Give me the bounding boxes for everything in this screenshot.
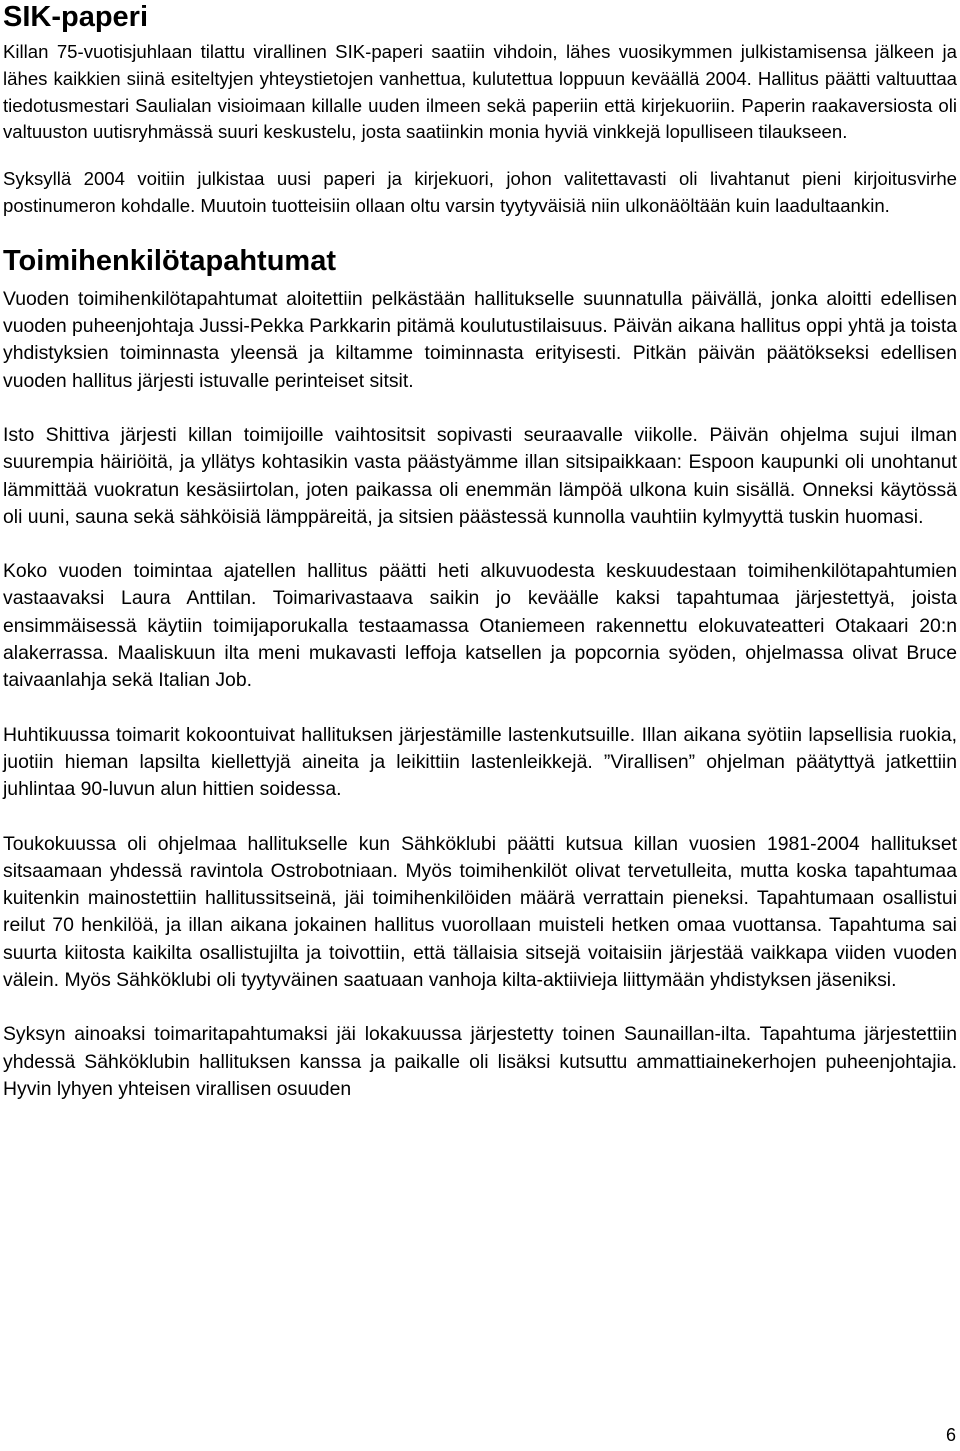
page-number: 6 — [945, 1425, 956, 1445]
section-title-sik-paperi: SIK-paperi — [3, 1, 149, 33]
section-title-toimihenkilotapahtumat: Toimihenkilötapahtumat — [3, 244, 336, 277]
paragraph-toimihenkilo-4: Huhtikuussa toimarit kokoontuivat hallituksen järjestämille lastenkutsuille. Illan aikana syötiin lapsellisia ruokia, juotiin hieman lapsilta kiellettyjä aineita ja leikittiin lastenleikkejä. ”Virallisen” ohjelman päätyttyä jatkettiin juhlintaa 90-luvun alun hittien soidessa. — [3, 723, 957, 801]
paragraph-toimihenkilo-1: Vuoden toimihenkilötapahtumat aloitettiin pelkästään hallitukselle suunnatulla päivällä, jonka aloitti edellisen vuoden puheenjohtaja Jussi-Pekka Parkkarin pitämä koulutustilaisuus. Päivän aikana hallitus oppi yhtä ja toista yhdistyksien toiminnasta yleensä ja kiltamme toiminnasta erityisesti. Pitkän päivän päätökseksi edellisen vuoden hallitus järjesti istuvalle perinteiset sitsit. — [3, 287, 957, 392]
paragraph-toimihenkilo-3: Koko vuoden toimintaa ajatellen hallitus päätti heti alkuvuodesta keskuudestaan toimihenkilötapahtumien vastaavaksi Laura Anttilan. Toimarivastaava saikin jo keväälle kaksi tapahtumaa järjestettyä, joista ensimmäisessä käytiin toimijaporukalla testaamassa Otaniemeen rakennettu elokuvateatteri Otakaari 20:n alakerrassa. Maaliskuun ilta meni mukavasti leffoja katsellen ja popcornia syöden, ohjelmassa olivat Bruce taivaanlahja sekä Italian Job. — [3, 560, 957, 692]
paragraph-toimihenkilo-2: Isto Shittiva järjesti killan toimijoille vaihtositsit sopivasti seuraavalle viikolle. Päivän ohjelma sujui ilman suurempia häiriöitä, ja yllätys kohtasikin vasta päästyämme illan sitsipaikkaan: Espoon kaupunki oli unohtanut lämmittää vuokratun kesäsiirtolan, joten paikassa oli enemmän lämpöä ulkona kuin sisällä. Onneksi käytössä oli uuni, sauna sekä sähköisiä lämppäreitä, ja sitsien päästessä kunnolla vauhtiin kylmyyttä tuskin huomasi. — [3, 423, 957, 528]
paragraph-sik-paperi-1: Killan 75-vuotisjuhlaan tilattu virallinen SIK-paperi saatiin vihdoin, lähes vuosikymmen julkistamisensa jälkeen ja lähes kaikkien siinä esiteltyjen yhteystietojen vanhettua, kulutettua loppuun keväällä 2004. Hallitus päätti valtuuttaa tiedotusmestari Saulialan visioimaan killalle uuden ilmeen sekä paperiin että kirjekuoriin. Paperin raakaversiosta oli valtuuston uutisryhmässä suuri keskustelu, josta saatiinkin monia hyviä vinkkejä lopulliseen tilaukseen. — [3, 41, 957, 143]
paragraph-sik-paperi-2: Syksyllä 2004 voitiin julkistaa uusi paperi ja kirjekuori, johon valitettavasti oli livahtanut pieni kirjoitusvirhe postinumeron kohdalle. Muutoin tuotteisiin ollaan oltu varsin tyytyväisiä niin ulkonäöltään kuin laadultaankin. — [3, 168, 957, 216]
paragraph-toimihenkilo-6: Syksyn ainoaksi toimaritapahtumaksi jäi lokakuussa järjestetty toinen Saunaillan-ilta. Tapahtuma järjestettiin yhdessä Sähköklubin hallituksen kanssa ja paikalle oli lisäksi kutsuttu ammattiainekerhojen puheenjohtajia. Hyvin lyhyen yhteisen virallisen osuuden — [3, 1023, 957, 1100]
document-page — [3, 0, 957, 1103]
paragraph-toimihenkilo-5: Toukokuussa oli ohjelmaa hallitukselle kun Sähköklubi päätti kutsua killan vuosien 1981-2004 hallitukset sitsaamaan yhdessä ravintola Ostrobotniaan. Myös toimihenkilöt olivat tervetulleita, mutta koska tapahtumaa kuitenkin mainostettiin hallitussitseinä, jäi toimihenkilöiden määrä verrattain pieneksi. Tapahtumaan osallistui reilut 70 henkilöä, ja illan aikana jokainen hallitus vuorollaan muisteli hetken omaa vuottansa. Tapahtuma sai suurta kiitosta kaikilta osallistujilta ja toivottiin, että tällaisia sitsejä voitaisiin järjestää vaikkapa viiden vuoden välein. Myös Sähköklubi oli tyytyväinen saatuaan vanhoja kilta-aktiivieja liittymään yhdistyksen jäseniksi. — [3, 832, 957, 992]
